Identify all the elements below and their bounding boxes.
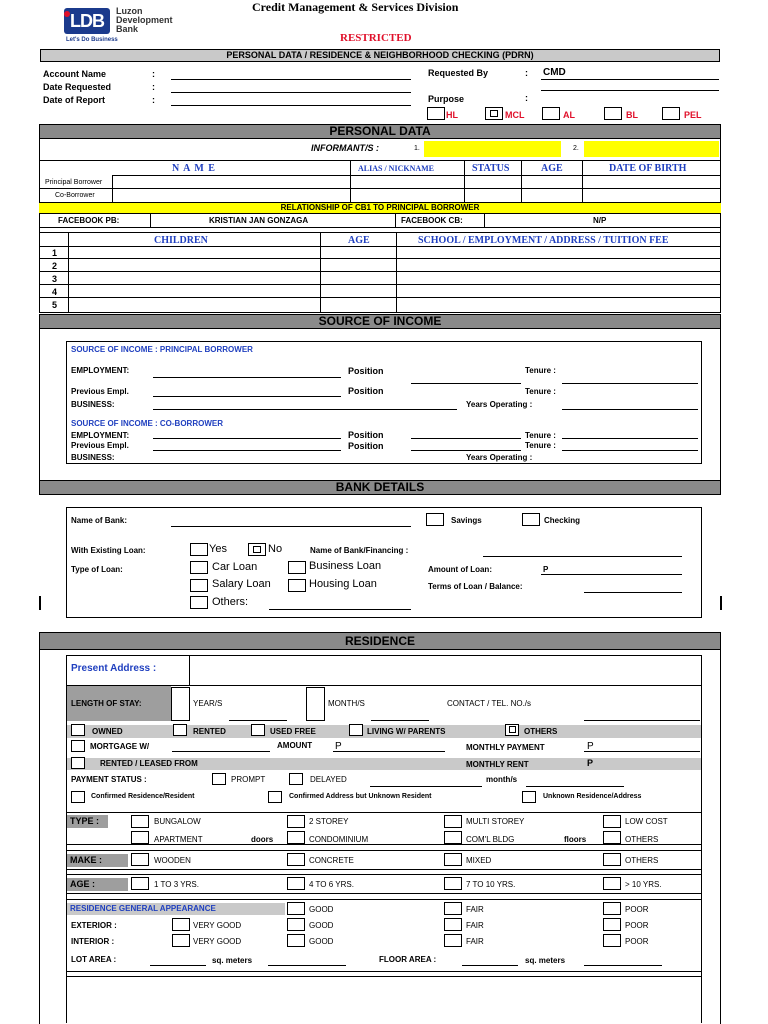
bank-financing-field[interactable]	[483, 556, 682, 557]
used-free-checkbox[interactable]	[251, 724, 265, 736]
income-header: SOURCE OF INCOME	[39, 314, 721, 329]
child-row: 2	[52, 261, 58, 271]
cb-prev-empl-field[interactable]	[153, 450, 341, 451]
col-age: AGE	[541, 163, 563, 174]
informants-label: INFORMANT/S :	[311, 143, 379, 153]
checking-checkbox[interactable]	[522, 513, 540, 526]
interior-fair-checkbox[interactable]	[444, 934, 462, 947]
col-children: CHILDREN	[154, 235, 208, 246]
income-cb-title: SOURCE OF INCOME : CO-BORROWER	[71, 419, 223, 428]
child-row: 1	[52, 248, 58, 258]
months-box[interactable]	[306, 687, 325, 721]
income-pb-title: SOURCE OF INCOME : PRINCIPAL BORROWER	[71, 345, 253, 354]
coborrower-label: Co-Borrower	[55, 192, 95, 199]
pb-years-field[interactable]	[562, 409, 698, 410]
appearance-fair-checkbox[interactable]	[444, 902, 462, 915]
pb-business-field[interactable]	[153, 409, 457, 410]
logo-name-2: Development	[116, 15, 173, 25]
form-title: PERSONAL DATA / RESIDENCE & NEIGHBORHOOD CHECKING (PDRN)	[226, 50, 534, 60]
low-cost-checkbox[interactable]	[603, 815, 621, 828]
purpose-bl-checkbox[interactable]	[604, 107, 622, 120]
age-4-6-checkbox[interactable]	[287, 877, 305, 890]
salary-loan-checkbox[interactable]	[190, 579, 208, 592]
account-name-field[interactable]	[171, 79, 411, 80]
personal-data-header: PERSONAL DATA	[39, 124, 721, 139]
cb-employment-field[interactable]	[153, 438, 341, 439]
floor-area-field[interactable]	[462, 965, 518, 966]
others-loan-checkbox[interactable]	[190, 596, 208, 609]
purpose-mcl-checkbox[interactable]	[485, 107, 503, 120]
mortgage-amount-field[interactable]	[333, 751, 445, 752]
purpose-pel-label: PEL	[684, 110, 702, 120]
2-storey-checkbox[interactable]	[287, 815, 305, 828]
exterior-very-good-checkbox[interactable]	[172, 918, 190, 931]
bank-logo	[62, 6, 173, 46]
restricted-label: RESTRICTED	[340, 32, 412, 44]
existing-loan-yes-checkbox[interactable]	[190, 543, 208, 556]
cb-prev-tenure-field[interactable]	[562, 450, 698, 451]
col-school: SCHOOL / EMPLOYMENT / ADDRESS / TUITION FEE	[418, 235, 669, 246]
rented-checkbox[interactable]	[173, 724, 187, 736]
purpose-bl-label: BL	[626, 110, 638, 120]
bungalow-checkbox[interactable]	[131, 815, 149, 828]
logo-name-3: Bank	[116, 24, 139, 34]
cb-position-field[interactable]	[411, 438, 521, 439]
informant-1-field[interactable]	[424, 141, 561, 157]
cb-prev-position-field[interactable]	[411, 450, 521, 451]
others-type-checkbox[interactable]	[603, 831, 621, 844]
facebook-pb-value: KRISTIAN JAN GONZAGA	[209, 216, 309, 225]
purpose-mcl-label: MCL	[505, 110, 525, 120]
confirmed-unknown-checkbox[interactable]	[268, 791, 282, 803]
pb-prev-empl-field[interactable]	[153, 396, 341, 397]
amount-of-loan-field[interactable]	[541, 574, 682, 575]
others-residence-checkbox[interactable]	[505, 724, 519, 736]
delayed-checkbox[interactable]	[289, 773, 303, 785]
purpose-label: Purpose	[428, 94, 465, 104]
date-requested-field[interactable]	[171, 92, 411, 93]
age-10-plus-checkbox[interactable]	[603, 877, 621, 890]
pb-prev-tenure-field[interactable]	[562, 383, 698, 384]
lot-area-field[interactable]	[150, 965, 206, 966]
confirmed-checkbox[interactable]	[71, 791, 85, 803]
bank-details-frame	[66, 507, 702, 618]
exterior-fair-checkbox[interactable]	[444, 918, 462, 931]
facebook-cb-label: FACEBOOK CB:	[401, 216, 463, 225]
facebook-pb-label: FACEBOOK PB:	[58, 216, 120, 225]
col-status: STATUS	[472, 163, 510, 174]
pb-prev-position-field[interactable]	[411, 383, 521, 384]
child-row: 3	[52, 274, 58, 284]
appearance-poor-checkbox[interactable]	[603, 902, 621, 915]
logo-tagline: Let's Do Business	[66, 37, 118, 43]
housing-loan-checkbox[interactable]	[288, 579, 306, 592]
relationship-bar: RELATIONSHIP OF CB1 TO PRINCIPAL BORROWER	[39, 202, 721, 214]
purpose-al-label: AL	[563, 110, 575, 120]
requested-by-label: Requested By	[428, 68, 489, 78]
mixed-checkbox[interactable]	[444, 853, 462, 866]
cb-tenure-field[interactable]	[562, 438, 698, 439]
age-7-10-checkbox[interactable]	[444, 877, 462, 890]
others-make-checkbox[interactable]	[603, 853, 621, 866]
prompt-checkbox[interactable]	[212, 773, 226, 785]
date-of-report-label: Date of Report	[43, 95, 106, 105]
appearance-label: RESIDENCE GENERAL APPEARANCE	[70, 904, 216, 913]
contact-field[interactable]	[584, 720, 700, 721]
col-alias: ALIAS / NICKNAME	[358, 164, 435, 173]
form-title-bar	[40, 49, 720, 62]
bank-name-field[interactable]	[171, 526, 411, 527]
unknown-checkbox[interactable]	[522, 791, 536, 803]
present-address-label: Present Address :	[71, 663, 157, 674]
child-row: 4	[52, 287, 58, 297]
pb-employment-field[interactable]	[153, 377, 341, 378]
logo-name-1: Luzon	[116, 6, 143, 16]
date-of-report-field[interactable]	[171, 105, 411, 106]
mortgage-field[interactable]	[172, 751, 270, 752]
coml-bldg-checkbox[interactable]	[444, 831, 462, 844]
purpose-al-checkbox[interactable]	[542, 107, 560, 120]
informant-2-field[interactable]	[584, 141, 719, 157]
terms-field[interactable]	[584, 592, 682, 593]
others-loan-field[interactable]	[269, 609, 411, 610]
car-loan-checkbox[interactable]	[190, 561, 208, 574]
purpose-hl-checkbox[interactable]	[427, 107, 445, 120]
col-child-age: AGE	[348, 235, 370, 246]
interior-poor-checkbox[interactable]	[603, 934, 621, 947]
requested-by-value: CMD	[543, 67, 566, 78]
exterior-poor-checkbox[interactable]	[603, 918, 621, 931]
interior-very-good-checkbox[interactable]	[172, 934, 190, 947]
interior-good-checkbox[interactable]	[287, 934, 305, 947]
col-dob: DATE OF BIRTH	[609, 163, 687, 174]
bank-details-header: BANK DETAILS	[39, 480, 721, 495]
purpose-hl-label: HL	[446, 110, 458, 120]
wooden-checkbox[interactable]	[131, 853, 149, 866]
division-title: Credit Management & Services Division	[252, 0, 459, 14]
condominium-checkbox[interactable]	[287, 831, 305, 844]
facebook-cb-value: N/P	[593, 216, 607, 225]
savings-checkbox[interactable]	[426, 513, 444, 526]
rented-from-checkbox[interactable]	[71, 757, 85, 769]
concrete-checkbox[interactable]	[287, 853, 305, 866]
residence-header: RESIDENCE	[39, 632, 721, 650]
mortgage-checkbox[interactable]	[71, 740, 85, 752]
business-loan-checkbox[interactable]	[288, 561, 306, 574]
multi-storey-checkbox[interactable]	[444, 815, 462, 828]
owned-checkbox[interactable]	[71, 724, 85, 736]
principal-borrower-label: Principal Borrower	[45, 179, 103, 186]
monthly-payment-field[interactable]	[584, 751, 700, 752]
exterior-good-checkbox[interactable]	[287, 918, 305, 931]
col-name: N A M E	[172, 163, 216, 174]
purpose-pel-checkbox[interactable]	[662, 107, 680, 120]
date-requested-label: Date Requested	[43, 82, 112, 92]
age-1-3-checkbox[interactable]	[131, 877, 149, 890]
years-box[interactable]	[171, 687, 190, 721]
apartment-checkbox[interactable]	[131, 831, 149, 844]
logo-mark: LDB	[64, 8, 110, 34]
child-row: 5	[52, 300, 58, 310]
living-parents-checkbox[interactable]	[349, 724, 363, 736]
account-name-label: Account Name	[43, 69, 107, 79]
existing-loan-no-checkbox[interactable]	[248, 543, 266, 556]
appearance-good-checkbox[interactable]	[287, 902, 305, 915]
